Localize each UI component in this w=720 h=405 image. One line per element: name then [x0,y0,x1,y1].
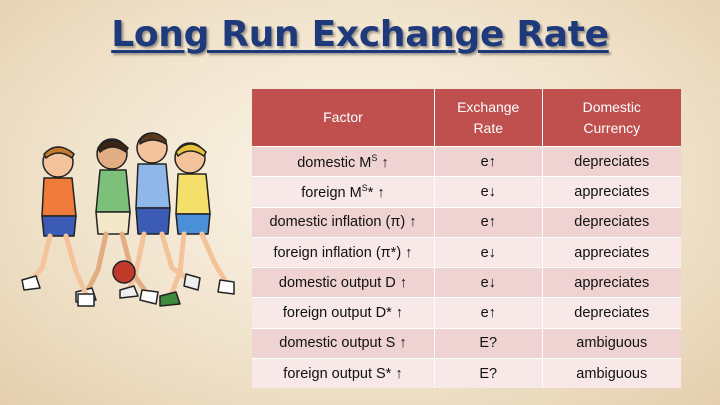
table-row [252,359,681,389]
domestic-currency-column-header [542,89,681,147]
table-row [252,207,681,237]
table-row [252,268,681,298]
domestic-currency-cell: appreciates [542,177,681,207]
slide-title: Long Run Exchange Rate [111,14,609,55]
factor-superscript: S [371,152,378,163]
factor-cell [252,298,434,328]
exchange-rate-cell: e↓ [434,177,542,207]
factor-column-header: Factor [252,89,434,147]
factor-text: domestic inflation (π) ↑ [269,214,417,231]
exchange-rate-cell: e↑ [434,207,542,237]
factor-suffix: * ↑ [367,184,385,201]
factor-cell [252,177,434,207]
factor-text: foreign output S* ↑ [283,365,403,382]
factor-text: domestic M [297,154,372,171]
exchange-rate-cell: E? [434,359,542,389]
table-row [252,177,681,207]
exchange-rate-cell: e↓ [434,268,542,298]
factor-text: foreign M [301,184,362,201]
factor-text: domestic output S ↑ [279,335,407,352]
exchange-rate-cell: E? [434,328,542,358]
domestic-currency-cell: depreciates [542,298,681,328]
running-children-illustration [20,122,242,322]
exchange-rate-cell: e↑ [434,147,542,177]
factor-cell [252,207,434,237]
factor-text: domestic output D ↑ [278,274,408,291]
exchange-rate-cell: e↑ [434,298,542,328]
domestic-currency-cell: depreciates [542,147,681,177]
factor-cell [252,328,434,358]
factor-text: foreign output D* ↑ [282,305,404,322]
domestic-currency-header-line2: Currency [583,119,641,136]
table-row [252,237,681,267]
factor-cell [252,147,434,177]
table-header-row [252,89,681,147]
factor-text: foreign inflation (π*) ↑ [273,244,413,261]
factor-cell [252,359,434,389]
domestic-currency-cell: depreciates [542,207,681,237]
domestic-currency-cell: ambiguous [542,359,681,389]
domestic-currency-cell: appreciates [542,268,681,298]
exchange-rate-header-line1: Exchange [457,98,520,115]
factor-cell [252,268,434,298]
long-run-factors-table [252,89,681,388]
factor-cell [252,237,434,267]
exchange-rate-header-line2: Rate [473,119,504,136]
table-row [252,298,681,328]
domestic-currency-cell: appreciates [542,237,681,267]
factor-superscript: S [361,183,368,194]
table-row [252,147,681,177]
exchange-rate-column-header [434,89,542,147]
domestic-currency-cell: ambiguous [542,328,681,358]
domestic-currency-header-line1: Domestic [582,98,641,115]
table-row [252,328,681,358]
factor-suffix: ↑ [377,154,389,171]
exchange-rate-cell: e↓ [434,237,542,267]
